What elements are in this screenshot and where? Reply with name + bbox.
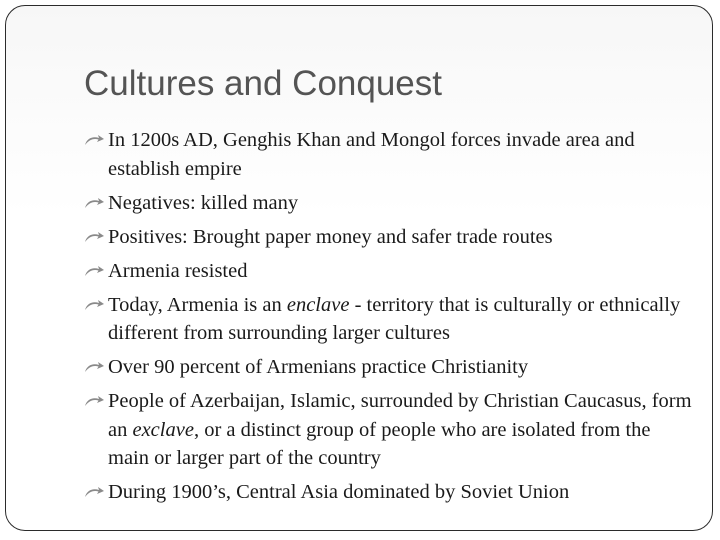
curved-arrow-bullet-icon xyxy=(84,395,105,407)
bullet-text: Today, Armenia is an xyxy=(108,293,287,316)
slide-title: Cultures and Conquest xyxy=(84,64,442,103)
exclave-term: exclave xyxy=(132,418,194,441)
bullet-text: , or a distinct group of people who are isolated from the main or larger part of the country xyxy=(108,418,651,469)
curved-arrow-bullet-icon xyxy=(84,361,105,373)
curved-arrow-bullet-icon xyxy=(84,265,105,277)
slide-frame xyxy=(5,5,713,531)
curved-arrow-bullet-icon xyxy=(84,486,105,498)
curved-arrow-bullet-icon xyxy=(84,299,105,311)
bullet-text: - territory that is culturally or ethnically different from surrounding larger cultures xyxy=(108,293,681,344)
bullet-text: Armenia resisted xyxy=(108,259,248,282)
bullet-text: Negatives: killed many xyxy=(108,191,299,214)
curved-arrow-bullet-icon xyxy=(84,134,105,146)
bullet-text: Over 90 percent of Armenians practice Christianity xyxy=(108,356,529,378)
bullet-item xyxy=(84,291,694,348)
bullet-item xyxy=(84,387,694,473)
bullet-text: People of Azerbaijan, Islamic, surrounded by Christian Caucasus, form an xyxy=(108,390,692,441)
bullet-item xyxy=(84,257,694,286)
bullet-item xyxy=(84,223,694,252)
curved-arrow-bullet-icon xyxy=(84,231,105,243)
bullet-text: During 1900’s, Central Asia dominated by Soviet Union xyxy=(108,481,570,503)
bullet-item xyxy=(84,478,694,507)
enclave-term: enclave xyxy=(286,293,350,316)
bullet-item xyxy=(84,353,694,382)
curved-arrow-bullet-icon xyxy=(84,197,105,209)
bullet-text: In 1200s AD, Genghis Khan and Mongol forces invade area and establish empire xyxy=(108,129,635,180)
bullet-item xyxy=(84,126,694,183)
bullet-text: Positives: Brought paper money and safer trade routes xyxy=(108,225,553,248)
bullet-item xyxy=(84,189,694,218)
bullet-list xyxy=(84,126,694,512)
